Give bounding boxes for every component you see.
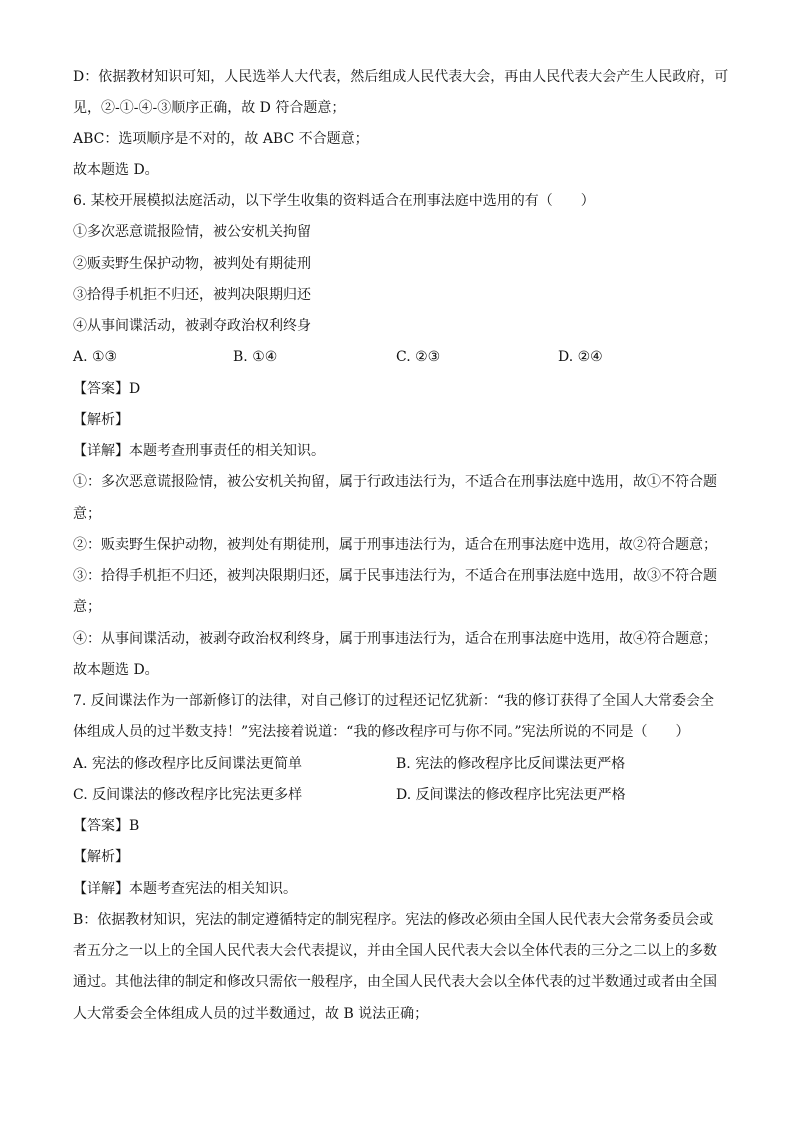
q7-option-a: A. 宪法的修改程序比反间谍法更简单 <box>73 756 303 772</box>
text-line: ①：多次恶意谎报险情，被公安机关拘留，属于行政违法行为，不适合在刑事法庭中选用，故①不符合题 <box>73 474 717 490</box>
text-line: 故本题选 D。 <box>73 662 159 678</box>
text-line: 故本题选 D。 <box>73 162 159 178</box>
text-line: ④：从事间谍活动，被剥夺政治权利终身，属于刑事违法行为，适合在刑事法庭中选用，故④符合题意； <box>73 631 717 647</box>
q6-option-a: A. ①③ <box>73 349 118 365</box>
text-line: 通过。其他法律的制定和修改只需依一般程序，由全国人民代表大会以全体代表的过半数通过或者由全国 <box>73 974 717 990</box>
q6-item-2: ②贩卖野生保护动物，被判处有期徒刑 <box>73 256 311 272</box>
text-line: 人大常委会全体组成人员的过半数通过，故 B 说法正确； <box>73 1006 429 1022</box>
text-line: B：依据教材知识，宪法的制定遵循特定的制宪程序。宪法的修改必须由全国人民代表大会常务委员会或 <box>73 912 714 928</box>
text-line: 意； <box>73 599 101 615</box>
q6-item-3: ③拾得手机拒不归还，被判决限期归还 <box>73 287 311 303</box>
q6-item-4: ④从事间谍活动，被剥夺政治权利终身 <box>73 318 311 334</box>
text-line: ABC：选项顺序是不对的，故 ABC 不合题意； <box>73 131 369 147</box>
q6-answer: 【答案】D <box>73 381 141 397</box>
q7-option-c: C. 反间谍法的修改程序比宪法更多样 <box>73 787 303 803</box>
text-line: 者五分之一以上的全国人民代表大会代表提议，并由全国人民代表大会以全体代表的三分之二以上的多数 <box>73 943 717 959</box>
q6-item-1: ①多次恶意谎报险情，被公安机关拘留 <box>73 224 311 240</box>
q7-answer: 【答案】B <box>73 818 140 834</box>
text-line: ③：拾得手机拒不归还，被判决限期归还，属于民事违法行为，不适合在刑事法庭中选用，故③不符合题 <box>73 568 717 584</box>
question-7-stem: 7. 反间谍法作为一部新修订的法律，对自己修订的过程还记忆犹新：“我的修订获得了全国人大常委会全 <box>73 693 714 709</box>
question-7-stem-cont: 体组成人员的过半数支持！”宪法接着说道：“我的修改程序可与你不同。”宪法所说的不同是（ ） <box>73 724 690 740</box>
q6-option-d: D. ②④ <box>558 349 603 365</box>
q7-option-d: D. 反间谍法的修改程序比宪法更严格 <box>396 787 626 803</box>
q7-detail: 【详解】本题考查宪法的相关知识。 <box>73 881 297 897</box>
q7-analysis-heading: 【解析】 <box>73 849 129 865</box>
q6-option-b: B. ①④ <box>233 349 278 365</box>
text-line: D：依据教材知识可知，人民选举人大代表，然后组成人民代表大会，再由人民代表大会产生人民政府，可 <box>73 69 729 85</box>
text-line: ②：贩卖野生保护动物，被判处有期徒刑，属于刑事违法行为，适合在刑事法庭中选用，故②符合题意； <box>73 537 717 553</box>
q6-option-c: C. ②③ <box>396 349 441 365</box>
q6-detail: 【详解】本题考查刑事责任的相关知识。 <box>73 443 325 459</box>
text-line: 意； <box>73 506 101 522</box>
q6-analysis-heading: 【解析】 <box>73 412 129 428</box>
text-line: 见，②-①-④-③顺序正确，故 D 符合题意； <box>73 100 346 116</box>
q7-option-b: B. 宪法的修改程序比反间谍法更严格 <box>396 756 626 772</box>
question-6-stem: 6. 某校开展模拟法庭活动，以下学生收集的资料适合在刑事法庭中选用的有（ ） <box>73 193 595 209</box>
